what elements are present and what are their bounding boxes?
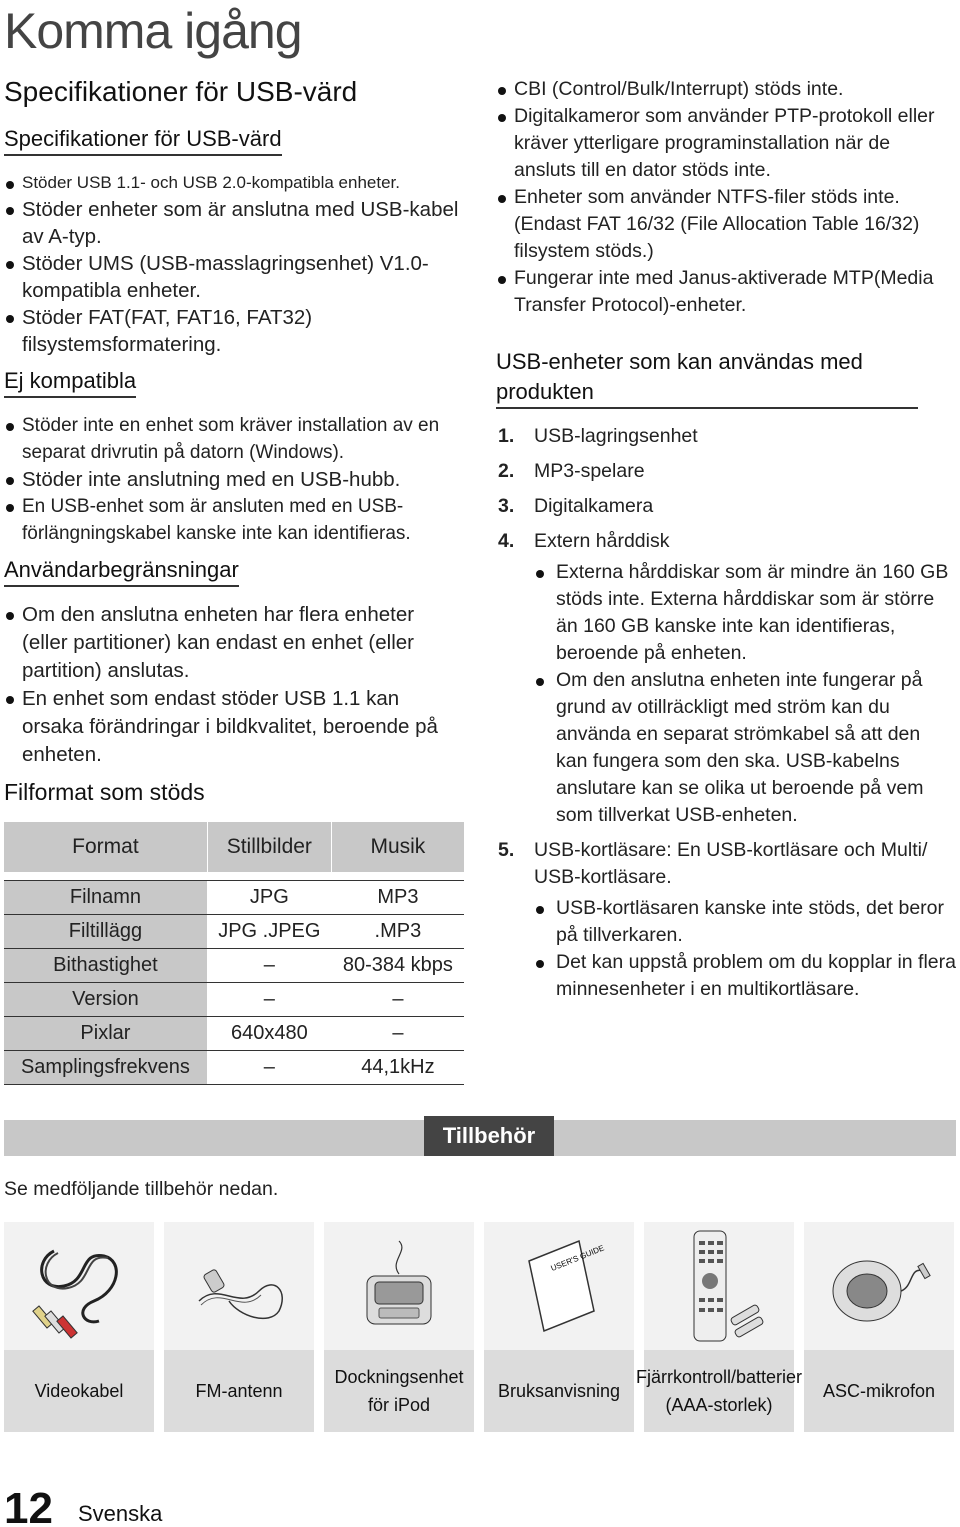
list-item bbox=[496, 458, 956, 485]
usb-spec-heading: Specifikationer för USB-värd bbox=[4, 126, 282, 156]
video-cable-icon bbox=[4, 1222, 154, 1350]
table-row bbox=[4, 982, 464, 1016]
formats-heading: Filformat som stöds bbox=[4, 779, 205, 805]
fm-antenna-icon bbox=[164, 1222, 314, 1350]
sub-list-item: Det kan uppstå problem om du kopplar in flera minnesenheter i en multikortläsare. bbox=[534, 949, 956, 1003]
table-header-row bbox=[4, 822, 464, 872]
item-number: 5. bbox=[498, 839, 515, 861]
table-row bbox=[4, 880, 464, 914]
usb-devices-heading-line: produkten bbox=[496, 379, 594, 404]
table-row bbox=[4, 1016, 464, 1050]
table-row bbox=[4, 948, 464, 982]
list-item: Stöder FAT(FAT, FAT16, FAT32) filsystemsformatering. bbox=[4, 304, 464, 358]
list-item: CBI (Control/Bulk/Interrupt) stöds inte. bbox=[496, 76, 956, 103]
table-cell: MP3 bbox=[331, 880, 464, 914]
sub-list bbox=[534, 895, 956, 1003]
main-heading: Specifikationer för USB-värd bbox=[4, 76, 358, 107]
manual-icon bbox=[484, 1222, 634, 1350]
column-header: Format bbox=[4, 822, 207, 872]
accessory-item bbox=[635, 1222, 803, 1432]
row-header: Bithastighet bbox=[4, 948, 207, 982]
item-number: 1. bbox=[498, 425, 515, 447]
sub-list-item: Om den anslutna enheten inte fungerar på grund av otillräckligt med ström kan du använda en separat strömkabel så att den kan fungera som den ska. USB-kabelns anslutare kan se olika ut beroende på vem som tillverkat USB-enheten. bbox=[534, 667, 956, 829]
row-header: Filnamn bbox=[4, 880, 207, 914]
accessory-item bbox=[164, 1222, 314, 1432]
accessories-row bbox=[4, 1222, 960, 1432]
item-number: 3. bbox=[498, 495, 515, 517]
sub-list bbox=[534, 559, 956, 829]
accessory-item bbox=[484, 1222, 634, 1432]
list-item: Stöder inte en enhet som kräver installation av en separat drivrutin på datorn (Windows). bbox=[4, 412, 464, 466]
usb-spec-list bbox=[4, 170, 464, 358]
limitations-heading: Användarbegränsningar bbox=[4, 557, 239, 587]
list-item bbox=[496, 837, 956, 1003]
manual-cover-text: USER'S GUIDE bbox=[549, 1243, 606, 1273]
accessory-label: Dockningsenhet för iPod bbox=[324, 1350, 474, 1432]
accessory-item bbox=[804, 1222, 954, 1432]
accessory-label: FM-antenn bbox=[164, 1350, 314, 1432]
accessory-label: Videokabel bbox=[4, 1350, 154, 1432]
table-row bbox=[4, 1050, 464, 1084]
column-header: Stillbilder bbox=[207, 822, 331, 872]
sub-list-item: USB-kortläsaren kanske inte stöds, det beror på tillverkaren. bbox=[534, 895, 956, 949]
item-number: 2. bbox=[498, 460, 515, 482]
item-label: Extern hårddisk bbox=[534, 530, 670, 552]
row-header: Filtillägg bbox=[4, 914, 207, 948]
table-cell: 640x480 bbox=[207, 1016, 331, 1050]
accessory-label: Bruksanvisning bbox=[484, 1350, 634, 1432]
accessory-item bbox=[324, 1222, 474, 1432]
item-label: USB-kortläsare: En USB-kortläsare och Multi/ USB-kortläsare. bbox=[534, 839, 928, 888]
row-header: Version bbox=[4, 982, 207, 1016]
list-item: Stöder UMS (USB-masslagringsenhet) V1.0-kompatibla enheter. bbox=[4, 250, 464, 304]
not-compatible-heading: Ej kompatibla bbox=[4, 368, 136, 398]
list-item: Enheter som använder NTFS-filer stöds inte. (Endast FAT 16/32 (File Allocation Table 16/32) filsystem stöds.) bbox=[496, 184, 956, 265]
accessory-label: Fjärrkontroll/batterier (AAA-storlek) bbox=[644, 1350, 794, 1432]
page-title: Komma igång bbox=[4, 3, 302, 59]
usb-devices-heading bbox=[496, 347, 918, 409]
not-compatible-list bbox=[4, 412, 464, 547]
formats-table bbox=[4, 822, 464, 1085]
left-column bbox=[4, 76, 464, 1085]
table-cell: – bbox=[331, 1016, 464, 1050]
accessories-bar bbox=[4, 1120, 956, 1156]
list-item bbox=[496, 493, 956, 520]
list-item: Stöder enheter som är anslutna med USB-kabel av A-typ. bbox=[4, 196, 464, 250]
list-item bbox=[496, 423, 956, 450]
accessory-label: ASC-mikrofon bbox=[804, 1350, 954, 1432]
table-cell: .MP3 bbox=[331, 914, 464, 948]
list-item: En USB-enhet som är ansluten med en USB-förlängningskabel kanske inte kan identifieras. bbox=[4, 493, 464, 547]
item-label: USB-lagringsenhet bbox=[534, 425, 698, 447]
ipod-dock-icon bbox=[324, 1222, 474, 1350]
page-number: 12 bbox=[4, 1484, 53, 1527]
sub-list-item: Externa hårddiskar som är mindre än 160 GB stöds inte. Externa hårddiskar som är större än 160 GB kanske inte kan identifieras, beroende på enheten. bbox=[534, 559, 956, 667]
asc-microphone-icon bbox=[804, 1222, 954, 1350]
limitations-list bbox=[4, 601, 464, 769]
column-header: Musik bbox=[331, 822, 464, 872]
table-row bbox=[4, 914, 464, 948]
right-column bbox=[496, 76, 956, 1011]
list-item: Stöder inte anslutning med en USB-hubb. bbox=[4, 466, 464, 493]
list-item: En enhet som endast stöder USB 1.1 kan orsaka förändringar i bildkvalitet, beroende på enheten. bbox=[4, 685, 464, 769]
table-cell: JPG bbox=[207, 880, 331, 914]
page-language: Svenska bbox=[78, 1501, 163, 1526]
table-cell: JPG .JPEG bbox=[207, 914, 331, 948]
table-cell: 44,1kHz bbox=[331, 1050, 464, 1084]
usb-devices-heading-line: USB-enheter som kan användas med bbox=[496, 349, 863, 374]
item-label: Digitalkamera bbox=[534, 495, 654, 517]
table-cell: – bbox=[207, 982, 331, 1016]
list-item: Stöder USB 1.1- och USB 2.0-kompatibla enheter. bbox=[4, 170, 464, 196]
row-header: Pixlar bbox=[4, 1016, 207, 1050]
row-header: Samplingsfrekvens bbox=[4, 1050, 207, 1084]
list-item: Fungerar inte med Janus-aktiverade MTP(Media Transfer Protocol)-enheter. bbox=[496, 265, 956, 319]
table-cell: – bbox=[207, 948, 331, 982]
item-number: 4. bbox=[498, 530, 515, 552]
remote-control-icon bbox=[644, 1222, 794, 1350]
accessories-note: Se medföljande tillbehör nedan. bbox=[4, 1178, 279, 1200]
item-label: MP3-spelare bbox=[534, 460, 645, 482]
accessory-item bbox=[4, 1222, 154, 1432]
usb-limitations-list bbox=[496, 76, 956, 319]
list-item: Digitalkameror som använder PTP-protokoll eller kräver ytterligare programinstallation när de ansluts till en dator stöds inte. bbox=[496, 103, 956, 184]
accessories-tab: Tillbehör bbox=[424, 1116, 554, 1156]
list-item bbox=[496, 528, 956, 829]
table-cell: – bbox=[207, 1050, 331, 1084]
table-cell: 80-384 kbps bbox=[331, 948, 464, 982]
list-item: Om den anslutna enheten har flera enheter (eller partitioner) kan endast en enhet (eller partition) anslutas. bbox=[4, 601, 464, 685]
usb-devices-list bbox=[496, 423, 956, 1003]
table-cell: – bbox=[331, 982, 464, 1016]
